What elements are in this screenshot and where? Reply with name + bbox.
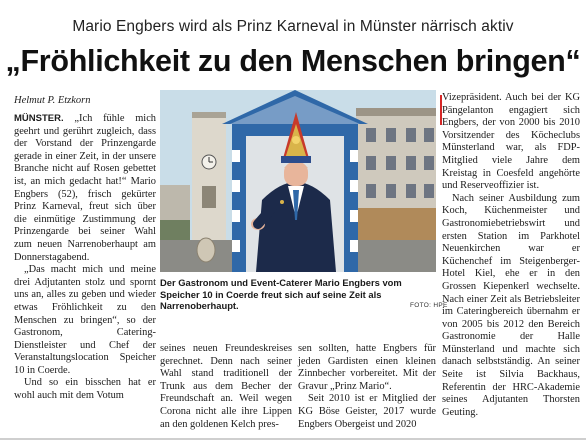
article-headline: „Fröhlichkeit zu den Menschen bringen“	[5, 44, 581, 78]
photo-credit: FOTO: HPE	[410, 302, 448, 309]
paragraph-2: „Das macht mich und meine drei Adjutanten stolz und spornt uns an, alles zu geben und wieder etwas Fröhlichkeit zu den Menschen zu bringen“, so der Gastronom, Catering-Dienstleister und Chef der Veranstaltungslocation Speicher 10 in Coerde.	[14, 264, 156, 376]
bottom-divider	[0, 438, 586, 440]
article-photo	[160, 90, 436, 272]
byline: Helmut P. Etzkorn	[14, 95, 91, 106]
article-column-1	[14, 113, 156, 403]
article-column-4	[442, 92, 580, 419]
paragraph-3: Und so ein bisschen hat er wohl auch mit dem Votum	[14, 377, 156, 402]
dateline: MÜNSTER.	[14, 113, 64, 124]
paragraph-4: seines neuen Freundeskreises gerechnet. Denn nach seiner Wahl stand traditionell der Trunk aus dem Becher der Freundschaft an. Weil wegen Corona nicht alle ihre Lippen an den goldenen Kelch pres-	[160, 343, 292, 430]
paragraph-1	[14, 113, 156, 264]
paragraph-6: Seit 2010 ist er Mitglied der KG Böse Geister, 2017 wurde Engbers Obergeist und 2020	[298, 393, 436, 430]
paragraph-1-text: „Ich fühle mich geehrt und gerührt zugleich, dass der Vorstand der Prinzengarde gerade in einer Zeit, in der unsere Branche nicht auf Rosen gebettet ist, an mich gedacht hat!“ Mario Engbers (52), frisch gekürter Prinz Karneval, freut sich über die einmütige Zustimmung der Prinzengarde bei seiner Wahl zum neuen Narrenoberhaupt am Donnerstagabend.	[14, 113, 156, 263]
paragraph-8: Nach seiner Ausbildung zum Koch, Küchenmeister und Gastronomiebetriebswirt und ersten Station im Parkhotel Neuenkirchen war er Küchenchef im Steigenberger-Hotel Kiel, ehe er in den Grossen Kiepenkerl wechselte. Nach einer Zeit als Betriebsleiter im Cateringbereich übernahm er von 2005 bis 2012 den Bereich Gastronomie der Halle Münsterland und machte sich danach selbstständig. An seiner Seite ist Silvia Backhaus, Referentin der HRC-Akademie seines Adjutanten Thorsten Geuting.	[442, 192, 580, 418]
paragraph-7: Vizepräsident. Auch bei der KG Pängelanton engagiert sich Engbers, der von 2000 bis 2010 Vorsitzender des Köcheclubs Münsterland war, als FDP-Mitglied viele Jahre dem Kreistag in Coesfeld angehörte und Reserveoffizier ist.	[442, 92, 580, 192]
article-column-2	[160, 343, 292, 431]
article-column-3	[298, 343, 436, 431]
barrel	[197, 238, 215, 262]
article-kicker: Mario Engbers wird als Prinz Karneval in Münster närrisch aktiv	[72, 18, 514, 35]
paragraph-5: sen sollten, hatte Engbers für jeden Gardisten einen kleinen Zinnbecher vorbereitet. Mit der Gravur „Prinz Mario“.	[298, 343, 436, 392]
tower-building	[192, 116, 226, 240]
photo-caption: Der Gastronom und Event-Caterer Mario Engbers vom Speicher 10 in Coerde freut sich auf seine Zeit als Narrenoberhaupt.	[160, 277, 402, 312]
